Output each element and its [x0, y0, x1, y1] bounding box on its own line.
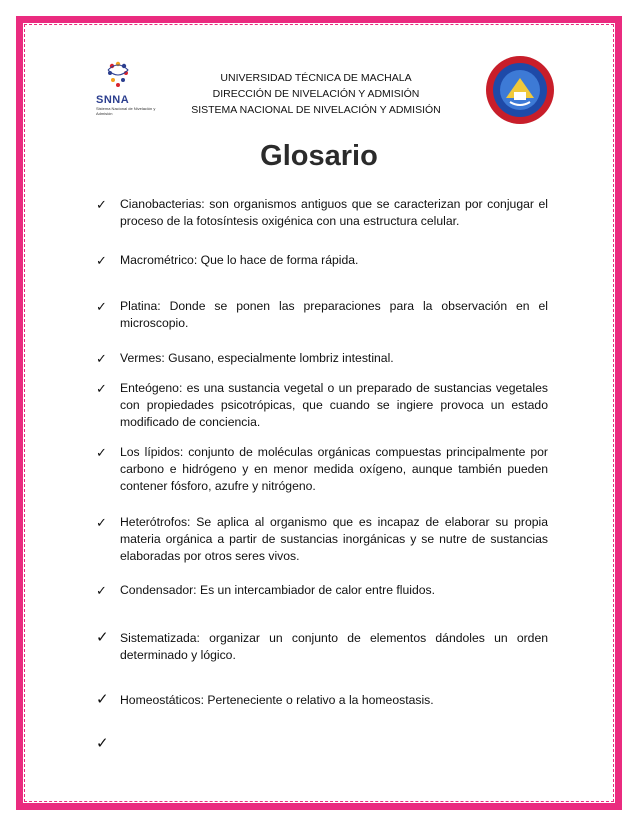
checkmark-icon: ✓: [96, 299, 107, 314]
university-seal-icon: [484, 54, 556, 126]
checkmark-icon: ✓: [96, 735, 109, 752]
glossary-text: Cianobacterias: son organismos antiguos que se caracterizan por conjugar el proceso de la fotosíntesis oxigénica con una estructura celular.: [120, 197, 548, 228]
glossary-text: Los lípidos: conjunto de moléculas orgánicas compuestas principalmente por carbono e hidrógeno y en menor medida oxígeno, aunque también pueden contener fósforo, azufre y nitrógeno.: [120, 445, 548, 493]
checkmark-icon: ✓: [96, 351, 107, 366]
checkmark-icon: ✓: [96, 629, 109, 646]
glossary-item: [96, 380, 548, 431]
university-seal: [484, 54, 556, 126]
snna-logo-subtitle: Sistema Nacional de Nivelación y Admisión: [96, 106, 156, 116]
glossary-item: [96, 582, 548, 599]
glossary-item: [96, 350, 548, 367]
header-line-university: UNIVERSIDAD TÉCNICA DE MACHALA: [220, 72, 412, 84]
glossary-item: [96, 444, 548, 495]
checkmark-icon: ✓: [96, 583, 107, 598]
snna-emblem-icon: [96, 58, 158, 94]
glossary-text: Sistematizada: organizar un conjunto de elementos dándoles un orden determinado y lógico.: [120, 631, 548, 662]
glossary-text: Heterótrofos: Se aplica al organismo que es incapaz de elaborar su propia materia orgánica a partir de sustancias inorgánicas y se nutre de sustancias elaboradas por otros seres vivos.: [120, 515, 548, 563]
checkmark-icon: ✓: [96, 445, 107, 460]
checkmark-icon: ✓: [96, 197, 107, 212]
glossary-item: [96, 514, 548, 565]
glossary-text: Enteógeno: es una sustancia vegetal o un preparado de sustancias vegetales con propiedades psicotrópicas, que cuando se ingiere provoca un estado modificado de conciencia.: [120, 381, 548, 429]
glossary-item: [96, 252, 548, 269]
institution-header: [160, 70, 472, 118]
header-line-system: SISTEMA NACIONAL DE NIVELACIÓN Y ADMISIÓN: [191, 104, 441, 116]
checkmark-icon: ✓: [96, 381, 107, 396]
glossary-item: [96, 630, 548, 664]
checkmark-icon: ✓: [96, 691, 109, 708]
glossary-item: [96, 196, 548, 230]
glossary-text: Platina: Donde se ponen las preparaciones para la observación en el microscopio.: [120, 299, 548, 330]
header-line-direction: DIRECCIÓN DE NIVELACIÓN Y ADMISIÓN: [212, 88, 420, 100]
snna-logo-word: SNNA: [96, 94, 130, 106]
glossary-item: [96, 692, 548, 709]
snna-logo: [96, 58, 158, 114]
page-title: Glosario: [260, 140, 378, 170]
glossary-text: Homeostáticos: Perteneciente o relativo a la homeostasis.: [120, 693, 434, 707]
checkmark-icon: ✓: [96, 515, 107, 530]
checkmark-icon: ✓: [96, 253, 107, 268]
glossary-text: Vermes: Gusano, especialmente lombriz intestinal.: [120, 351, 394, 365]
glossary-text: Condensador: Es un intercambiador de calor entre fluidos.: [120, 583, 436, 597]
glossary-item: [96, 298, 548, 332]
glossary-text: Macrométrico: Que lo hace de forma rápida.: [120, 253, 359, 267]
